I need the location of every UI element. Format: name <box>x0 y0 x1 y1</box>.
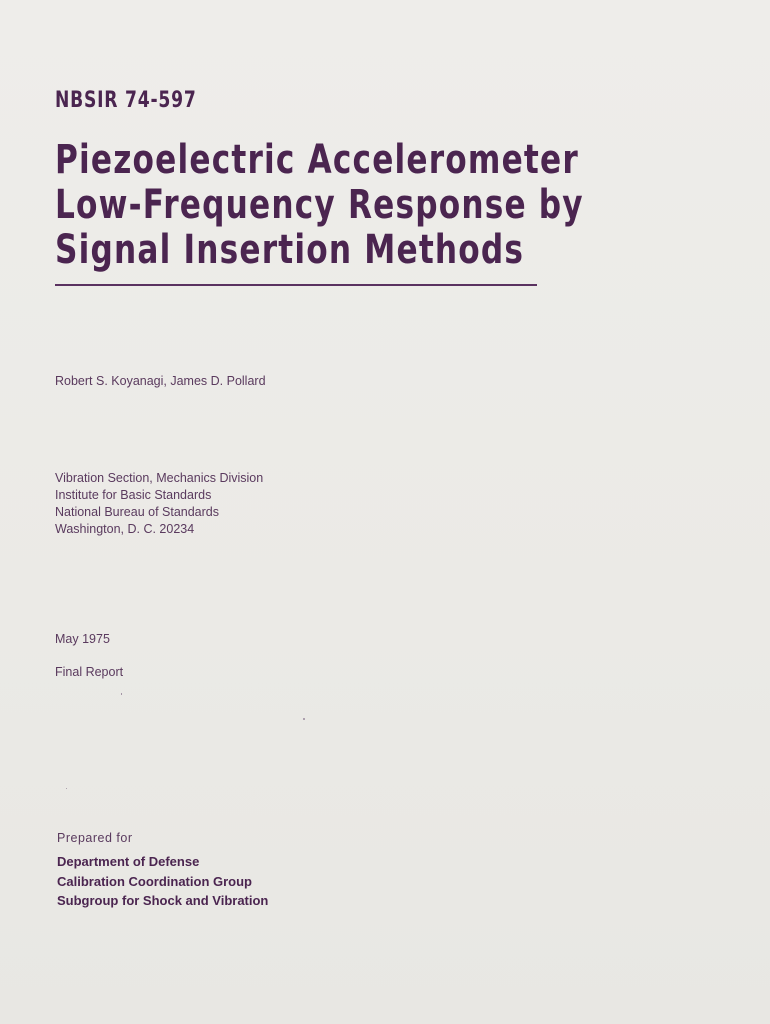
affiliation-line-4: Washington, D. C. 20234 <box>55 522 195 536</box>
sponsor-line-2: Calibration Coordination Group <box>57 873 252 889</box>
affiliation-line-2: Institute for Basic Standards <box>55 488 212 502</box>
report-type: Final Report <box>55 665 124 679</box>
report-title <box>55 137 584 273</box>
paper-speck <box>303 718 305 720</box>
paper-speck <box>121 693 122 695</box>
prepared-for-label: Prepared for <box>57 831 133 845</box>
sponsor-line-3: Subgroup for Shock and Vibration <box>57 893 269 908</box>
title-divider <box>55 284 537 286</box>
sponsor-block <box>57 852 268 911</box>
affiliation-block <box>55 470 263 538</box>
publication-date: May 1975 <box>55 632 110 646</box>
sponsor-line-1: Department of Defense <box>57 854 200 869</box>
title-line-3: Signal Insertion Methods <box>55 227 525 273</box>
authors: Robert S. Koyanagi, James D. Pollard <box>55 374 266 388</box>
paper-speck <box>66 788 67 789</box>
affiliation-line-3: National Bureau of Standards <box>55 505 219 519</box>
title-line-1: Piezoelectric Accelerometer <box>55 137 579 183</box>
affiliation-line-1: Vibration Section, Mechanics Division <box>55 471 264 485</box>
title-line-2: Low-Frequency Response by <box>55 182 584 228</box>
report-number: NBSIR 74-597 <box>55 88 197 113</box>
